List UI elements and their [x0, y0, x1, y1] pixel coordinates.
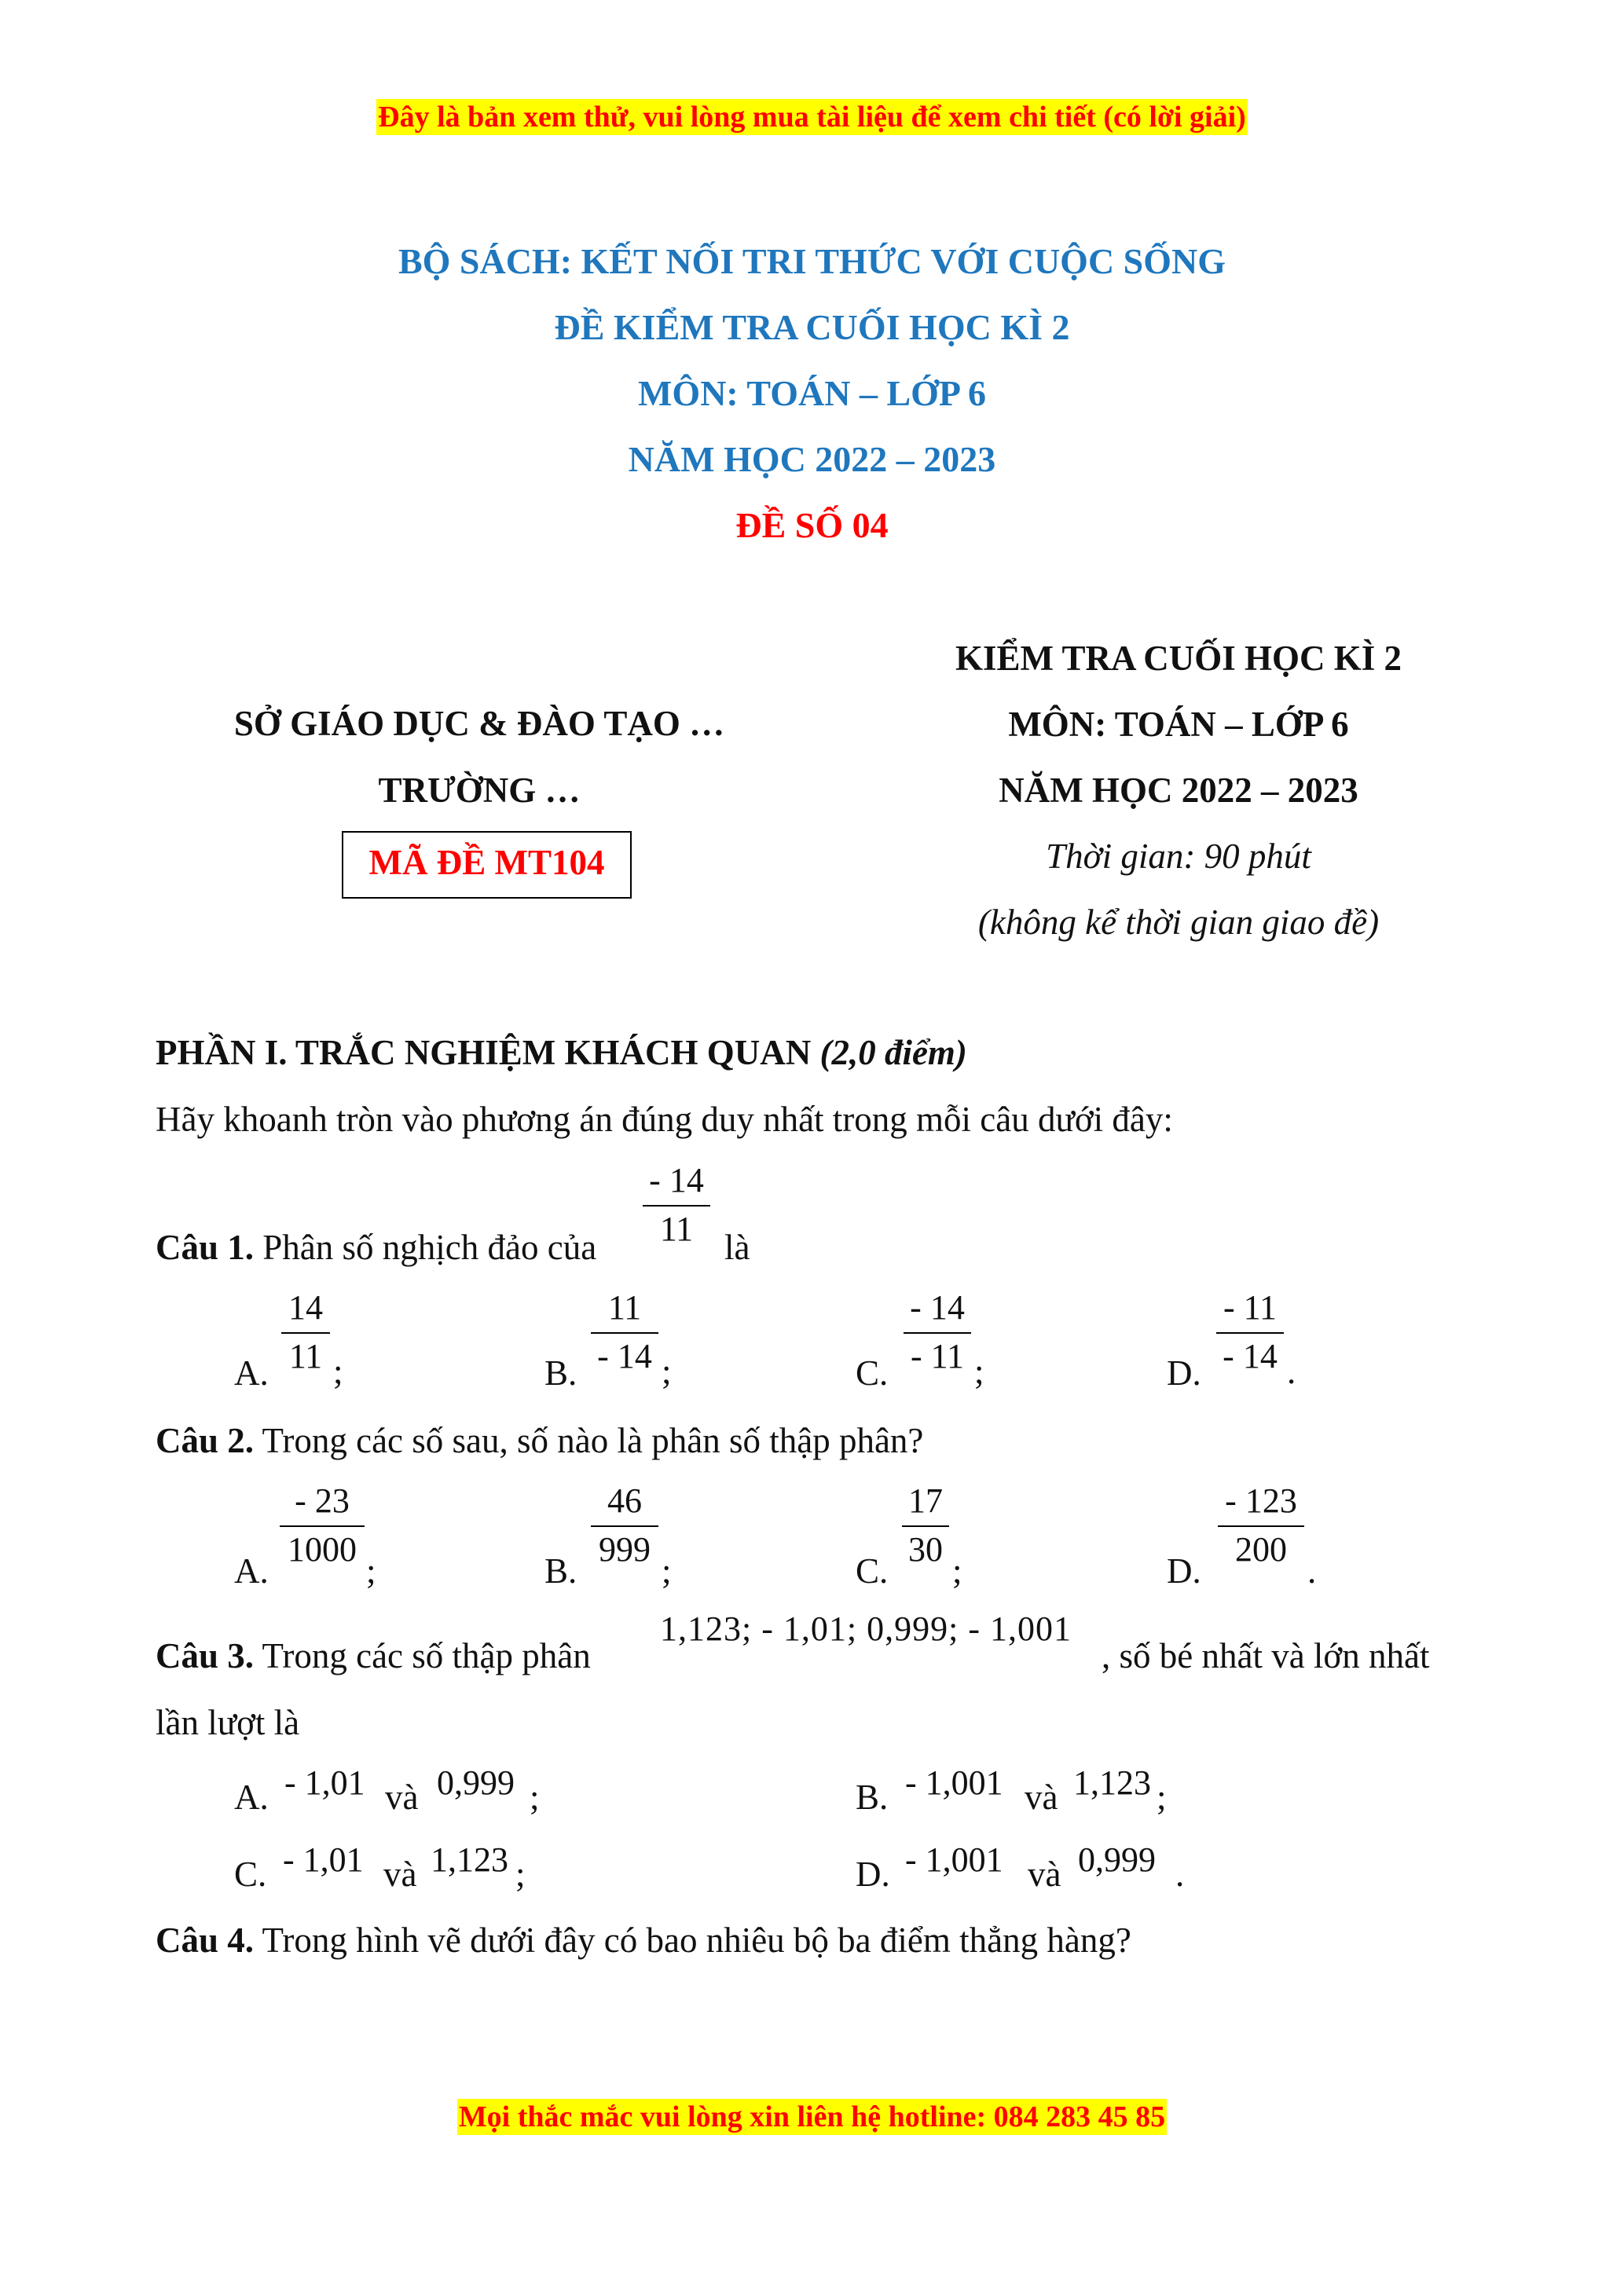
q3-option-d-value2: 0,999 — [1078, 1840, 1156, 1879]
q3-option-c-and: và — [383, 1855, 417, 1894]
q2-option-d-end: . — [1307, 1551, 1317, 1591]
q3-option-c-letter: C. — [234, 1855, 267, 1894]
q3-label: Câu 3. — [156, 1636, 255, 1675]
q3-line2: lần lượt là — [156, 1703, 300, 1742]
q3-option-b-value1: - 1,001 — [905, 1763, 1003, 1802]
q3-option-d-letter: D. — [856, 1855, 890, 1894]
q2-option-c-fraction — [902, 1481, 949, 1569]
q2-option-c-letter: C. — [856, 1551, 889, 1591]
part1-points: (2,0 điểm) — [819, 1033, 967, 1072]
q3-option-b-letter: B. — [856, 1778, 889, 1817]
q2-option-d-letter: D. — [1167, 1551, 1201, 1591]
q2-label: Câu 2. — [156, 1421, 255, 1460]
q1-stem — [156, 1224, 596, 1271]
exam-number: ĐỀ SỐ 04 — [735, 505, 889, 545]
q2-option-d-den: 200 — [1235, 1530, 1287, 1569]
part1-instruction: Hãy khoanh tròn vào phương án đúng duy nhất trong mỗi câu dưới đây: — [156, 1100, 1173, 1139]
q2-option-b-end: ; — [662, 1551, 672, 1591]
part1-title: PHẦN I. TRẮC NGHIỆM KHÁCH QUAN — [156, 1033, 812, 1072]
q1-option-a-num: 14 — [288, 1288, 323, 1327]
q1-option-c-fraction — [904, 1288, 971, 1376]
q1-text: Phân số nghịch đảo của — [262, 1228, 597, 1267]
q3-option-b-value2: 1,123 — [1073, 1763, 1151, 1802]
subject-title: MÔN: TOÁN – LỚP 6 — [638, 373, 986, 413]
q3-option-d-value1: - 1,001 — [905, 1840, 1003, 1879]
q1-option-c-end: ; — [974, 1352, 984, 1391]
q2-option-b-fraction — [591, 1481, 658, 1569]
q3-option-b-end: ; — [1157, 1778, 1167, 1817]
school-name: TRƯỜNG … — [378, 771, 581, 810]
q2-stem — [156, 1417, 923, 1464]
department-name: SỞ GIÁO DỤC & ĐÀO TẠO … — [233, 704, 725, 743]
q3-option-d-and: và — [1028, 1855, 1061, 1894]
q2-option-a-den: 1000 — [288, 1530, 357, 1569]
exam-time-note: (không kể thời gian giao đề) — [977, 903, 1380, 942]
q1-tail: là — [724, 1228, 750, 1267]
q1-option-d-num: - 11 — [1223, 1288, 1278, 1327]
exam-time: Thời gian: 90 phút — [1046, 837, 1311, 876]
q2-option-c-end: ; — [952, 1551, 962, 1591]
preview-notice: Đây là bản xem thử, vui lòng mua tài liệu để xem chi tiết (có lời giải) — [378, 101, 1246, 134]
exam-code-box: MÃ ĐỀ MT104 — [342, 831, 632, 899]
q1-option-b-num: 11 — [607, 1288, 642, 1327]
q2-option-d-fraction — [1218, 1481, 1304, 1569]
q1-option-b-end: ; — [662, 1352, 672, 1391]
q2-option-a-letter: A. — [234, 1551, 269, 1591]
series-title: BỘ SÁCH: KẾT NỐI TRI THỨC VỚI CUỘC SỐNG — [398, 241, 1226, 281]
q1-label: Câu 1. — [156, 1228, 255, 1267]
q1-option-b-letter: B. — [544, 1353, 577, 1393]
q1-option-a-den: 11 — [288, 1337, 323, 1375]
q3-text: Trong các số thập phân — [262, 1636, 591, 1675]
q1-option-b-fraction — [591, 1288, 658, 1376]
q3-option-c-value2: 1,123 — [431, 1840, 508, 1879]
q1-option-d-end: . — [1287, 1352, 1296, 1391]
q2-option-c-den: 30 — [908, 1530, 943, 1569]
right-subject: MÔN: TOÁN – LỚP 6 — [1008, 705, 1349, 744]
q3-option-c-end: ; — [515, 1855, 526, 1894]
part1-heading — [156, 1029, 967, 1076]
q3-option-a-end: ; — [530, 1778, 540, 1817]
q3-option-a-letter: A. — [234, 1778, 269, 1817]
q4-label: Câu 4. — [156, 1921, 255, 1960]
q1-option-c-den: - 11 — [910, 1337, 965, 1375]
q3-option-b-and: và — [1025, 1778, 1058, 1817]
q1-option-c-num: - 14 — [910, 1288, 965, 1327]
q2-option-a-num: - 23 — [295, 1481, 350, 1520]
q1-option-a-fraction — [281, 1288, 330, 1376]
q1-fraction — [643, 1161, 710, 1249]
q2-option-b-num: 46 — [607, 1481, 642, 1520]
q1-frac-den: 11 — [659, 1210, 694, 1248]
q1-option-a-letter: A. — [234, 1353, 269, 1393]
q2-option-a-end: ; — [366, 1551, 376, 1591]
q1-option-a-end: ; — [333, 1352, 343, 1391]
q4-text: Trong hình vẽ dưới đây có bao nhiêu bộ ba điểm thẳng hàng? — [262, 1921, 1131, 1960]
q2-text: Trong các số sau, số nào là phân số thập phân? — [262, 1421, 924, 1460]
q3-stem — [156, 1632, 591, 1679]
contact-notice: Mọi thắc mắc vui lòng xin liên hệ hotline: 084 283 45 85 — [458, 2100, 1166, 2133]
q3-option-a-and: và — [385, 1778, 419, 1817]
q1-option-d-fraction — [1216, 1288, 1284, 1376]
q2-option-b-den: 999 — [599, 1530, 651, 1569]
exam-title: ĐỀ KIỂM TRA CUỐI HỌC KÌ 2 — [554, 307, 1070, 347]
q2-option-c-num: 17 — [908, 1481, 943, 1520]
q4-stem — [156, 1917, 1131, 1964]
q1-option-c-letter: C. — [856, 1353, 889, 1393]
q3-option-d-end: . — [1175, 1855, 1185, 1894]
year-title: NĂM HỌC 2022 – 2023 — [628, 439, 996, 479]
q3-option-c-value1: - 1,01 — [283, 1840, 364, 1879]
q1-frac-num: - 14 — [649, 1161, 704, 1199]
q3-option-a-value1: - 1,01 — [284, 1763, 365, 1802]
q1-option-d-letter: D. — [1167, 1353, 1201, 1393]
q1-option-b-den: - 14 — [597, 1337, 652, 1375]
q3-numbers: 1,123; - 1,01; 0,999; - 1,001 — [660, 1609, 1072, 1648]
q1-option-d-den: - 14 — [1223, 1337, 1278, 1375]
q3-option-a-value2: 0,999 — [437, 1763, 515, 1802]
right-year: NĂM HỌC 2022 – 2023 — [999, 771, 1358, 810]
q2-option-d-num: - 123 — [1225, 1481, 1297, 1520]
q2-option-b-letter: B. — [544, 1551, 577, 1591]
q3-text2: , số bé nhất và lớn nhất — [1102, 1636, 1430, 1675]
right-exam-title: KIỂM TRA CUỐI HỌC KÌ 2 — [955, 639, 1402, 678]
q2-option-a-fraction — [280, 1481, 365, 1569]
